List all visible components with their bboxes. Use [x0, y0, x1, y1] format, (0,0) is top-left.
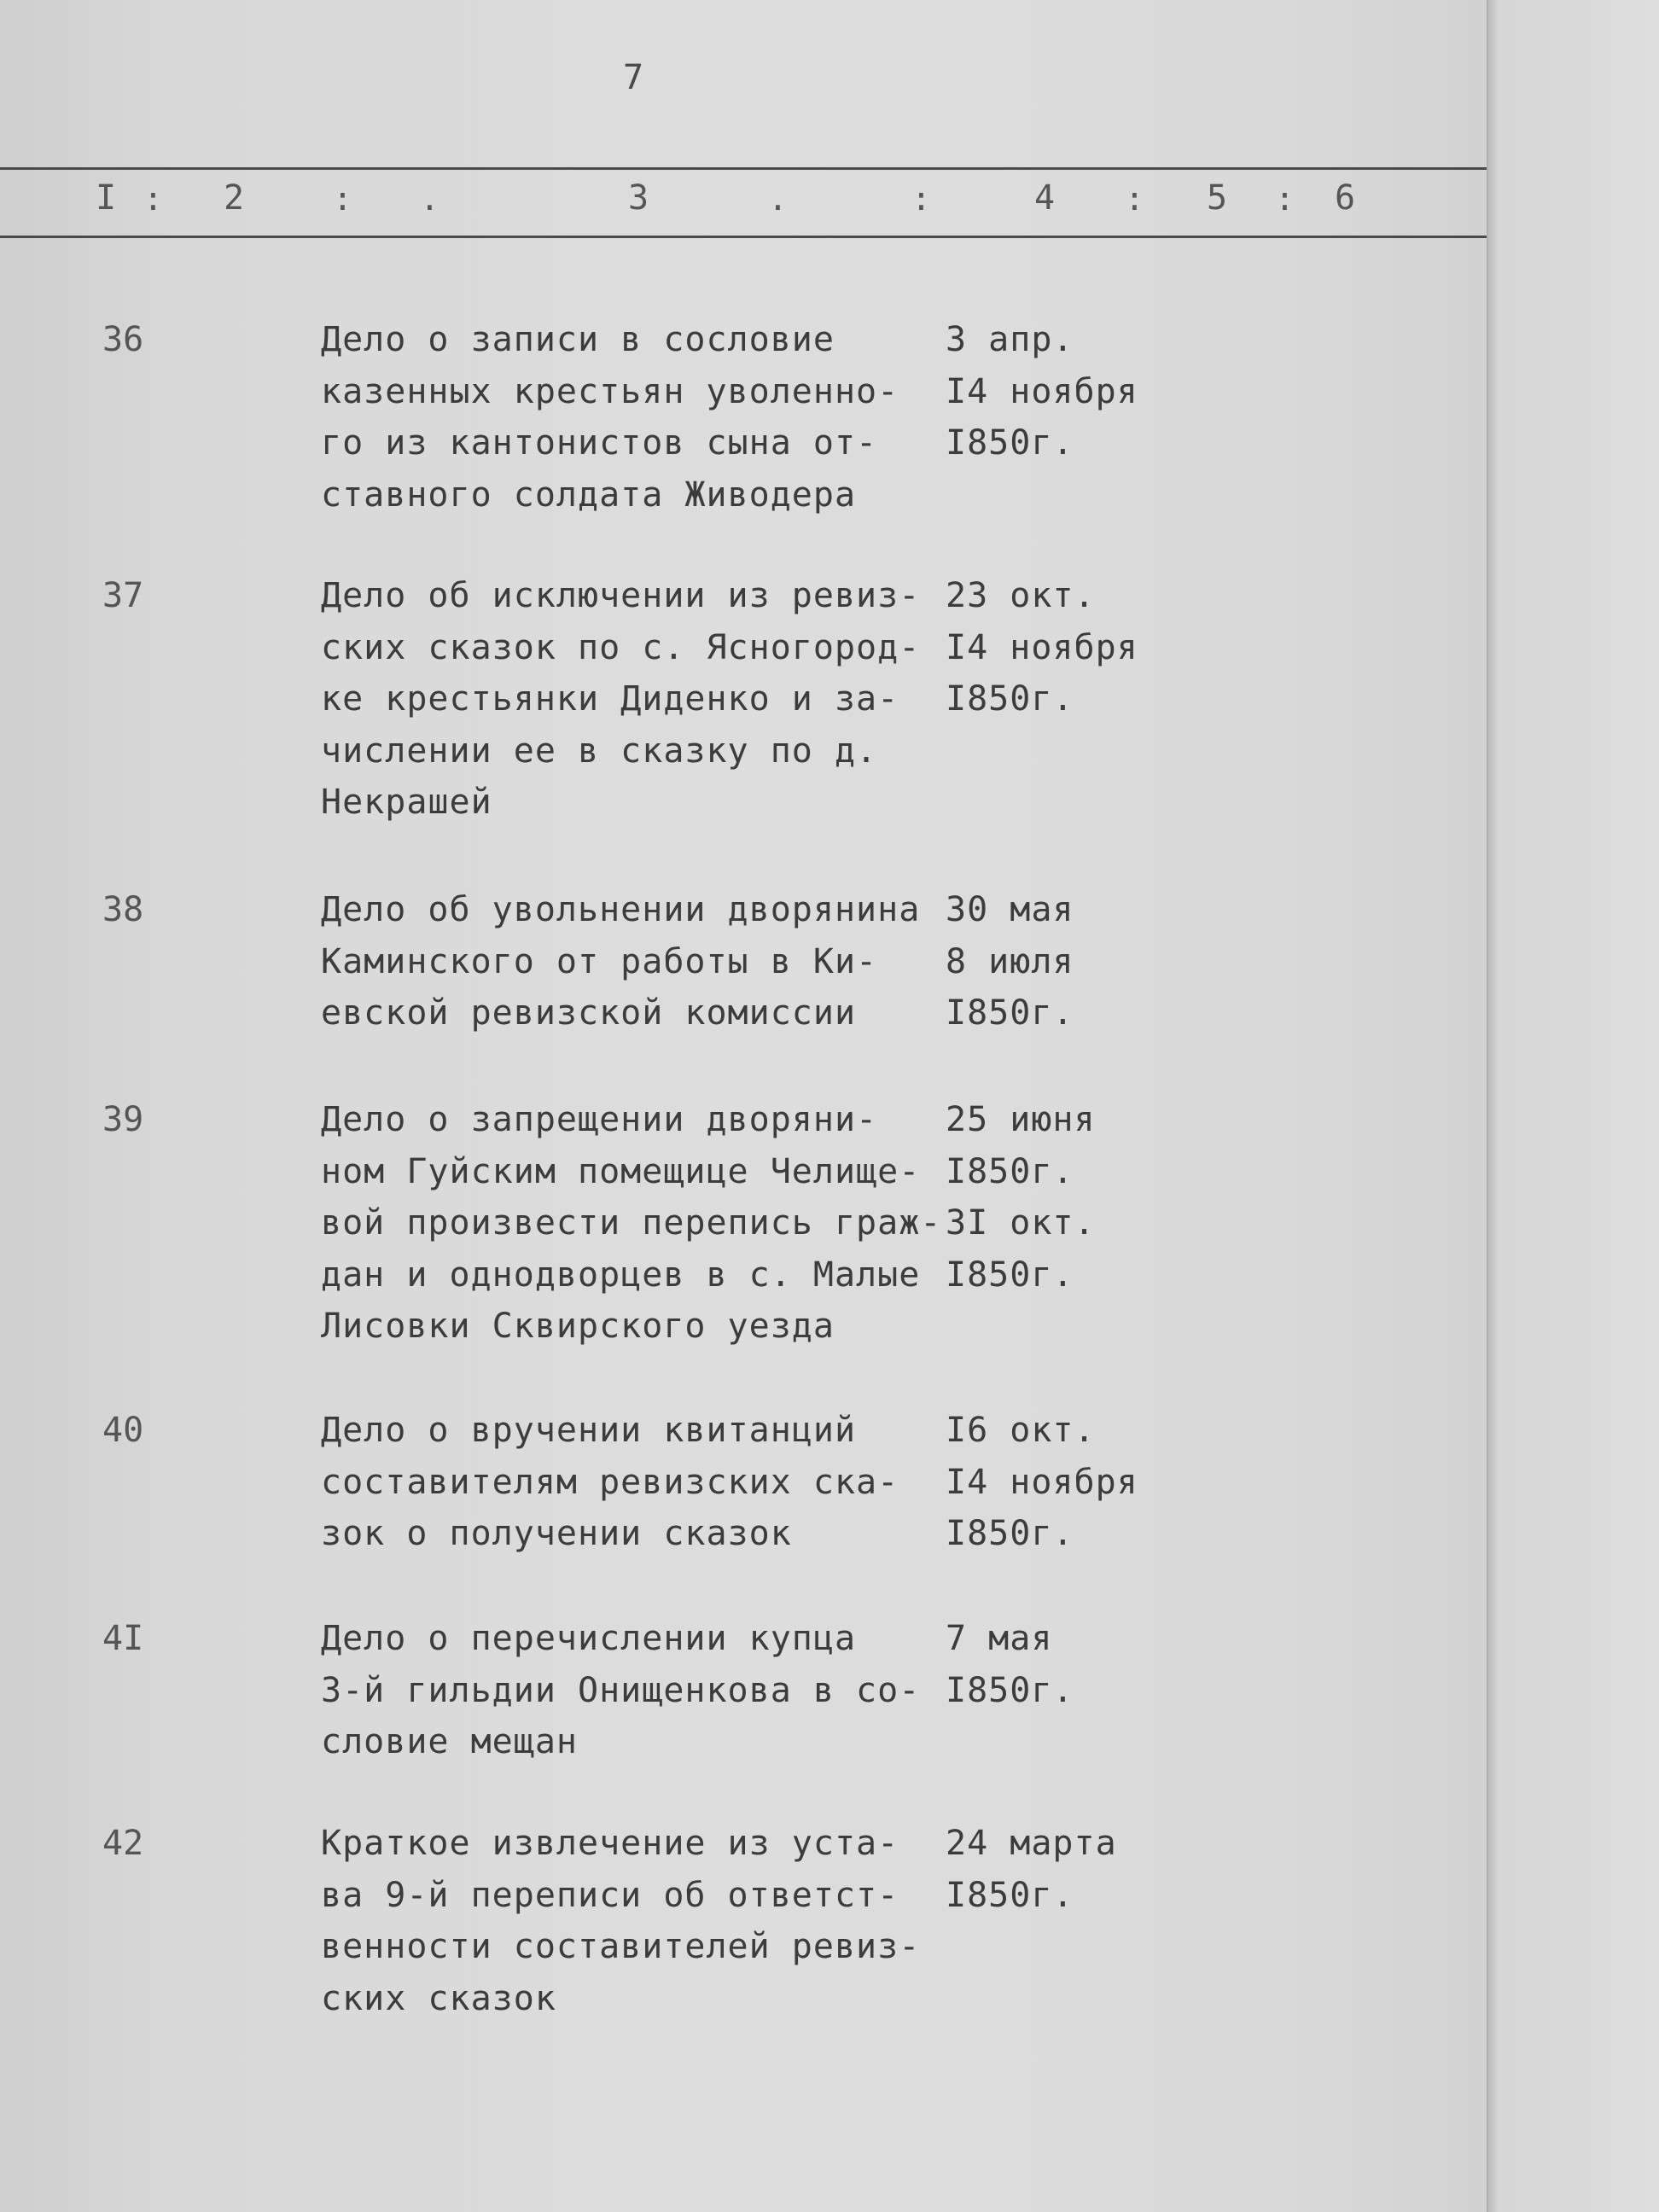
column-header-6: 6: [1335, 178, 1356, 218]
description-line: числении ее в сказку по д.: [321, 731, 878, 771]
column-header-4: 4: [1034, 178, 1056, 218]
column-separator: :: [333, 180, 352, 218]
date-line: 7 мая: [946, 1619, 1053, 1658]
date-line: I850г.: [946, 423, 1074, 463]
entry-number: 39: [102, 1100, 144, 1139]
entry-number: 38: [102, 890, 144, 929]
entry-dates: [946, 1613, 1167, 1716]
description-line: ке крестьянки Диденко и за-: [321, 679, 899, 719]
entry-description: [321, 1094, 942, 1353]
description-line: вой произвести перепись граж-: [321, 1203, 942, 1243]
column-separator-dot: .: [768, 180, 788, 218]
description-line: составителям ревизских ска-: [321, 1462, 899, 1502]
entry-description: [321, 1613, 935, 1768]
entry-description: [321, 314, 935, 521]
description-line: словие мещан: [321, 1722, 578, 1761]
entry-number: 40: [102, 1411, 144, 1450]
description-line: венности составителей ревиз-: [321, 1927, 921, 1966]
column-separator-dot: .: [420, 180, 439, 218]
date-line: 8 июля: [946, 941, 1074, 981]
date-line: I6 окт.: [946, 1411, 1096, 1450]
column-separator: :: [911, 180, 931, 218]
date-line: 30 мая: [946, 890, 1074, 929]
date-line: 3I окт.: [946, 1203, 1096, 1243]
page-number: 7: [623, 58, 644, 97]
date-line: I850г.: [946, 1151, 1074, 1191]
date-line: 25 июня: [946, 1100, 1096, 1139]
entry-number: 37: [102, 576, 144, 615]
description-line: го из кантонистов сына от-: [321, 423, 878, 463]
date-line: I850г.: [946, 1514, 1074, 1553]
date-line: I4 ноября: [946, 627, 1138, 667]
description-line: Дело о записи в сословие: [321, 320, 835, 359]
description-line: зок о получении сказок: [321, 1514, 792, 1553]
description-line: 3-й гильдии Онищенкова в со-: [321, 1670, 921, 1710]
description-line: ских сказок по с. Ясногород-: [321, 627, 921, 667]
entry-dates: [946, 1094, 1167, 1301]
description-line: Краткое извлечение из уста-: [321, 1824, 899, 1863]
description-line: ва 9-й переписи об ответст-: [321, 1875, 899, 1915]
entry-number: 36: [102, 320, 144, 359]
date-line: 24 марта: [946, 1824, 1117, 1863]
entry-number: 4I: [102, 1619, 144, 1658]
date-line: 3 апр.: [946, 320, 1074, 359]
entry-dates: [946, 884, 1167, 1039]
entry-description: [321, 1818, 935, 2024]
description-line: Дело о запрещении дворяни-: [321, 1100, 878, 1139]
entry-description: [321, 570, 935, 829]
entry-description: [321, 884, 935, 1039]
description-line: казенных крестьян уволенно-: [321, 371, 899, 411]
date-line: 23 окт.: [946, 576, 1096, 615]
description-line: ном Гуйским помещице Челище-: [321, 1151, 921, 1191]
description-line: Дело о вручении квитанций: [321, 1411, 857, 1450]
description-line: Дело об исключении из ревиз-: [321, 576, 921, 615]
description-line: Некрашей: [321, 783, 492, 822]
date-line: I850г.: [946, 1670, 1074, 1710]
description-line: дан и однодворцев в с. Малые: [321, 1254, 921, 1295]
entry-dates: [946, 1818, 1167, 1921]
date-line: I4 ноября: [946, 371, 1138, 411]
column-header-1: I: [96, 178, 117, 218]
column-separator: :: [1275, 180, 1295, 218]
underlying-page-edge: [1487, 0, 1659, 2212]
table-header-top-rule: [0, 167, 1487, 170]
entry-dates: [946, 314, 1167, 469]
column-separator: :: [143, 180, 163, 218]
entry-dates: [946, 1405, 1167, 1560]
column-separator: :: [1125, 180, 1144, 218]
column-header-3: 3: [628, 178, 649, 218]
description-line: ских сказок: [321, 1978, 556, 2018]
description-line: ставного солдата Живодера: [321, 474, 857, 515]
table-header-bottom-rule: [0, 236, 1487, 238]
description-line: Дело о перечислении купца: [321, 1619, 857, 1658]
date-line: I850г.: [946, 1875, 1074, 1915]
description-line: Дело об увольнении дворянина: [321, 890, 921, 929]
description-line: Каминского от работы в Ки-: [321, 941, 878, 981]
entry-number: 42: [102, 1824, 144, 1863]
column-header-2: 2: [224, 178, 245, 218]
entry-dates: [946, 570, 1167, 725]
date-line: I850г.: [946, 679, 1074, 719]
description-line: Лисовки Сквирского уезда: [321, 1307, 835, 1346]
description-line: евской ревизской комиссии: [321, 993, 857, 1033]
column-header-5: 5: [1207, 178, 1228, 218]
entry-description: [321, 1405, 935, 1560]
date-line: I850г.: [946, 1254, 1074, 1295]
date-line: I850г.: [946, 993, 1074, 1033]
date-line: I4 ноября: [946, 1462, 1138, 1502]
